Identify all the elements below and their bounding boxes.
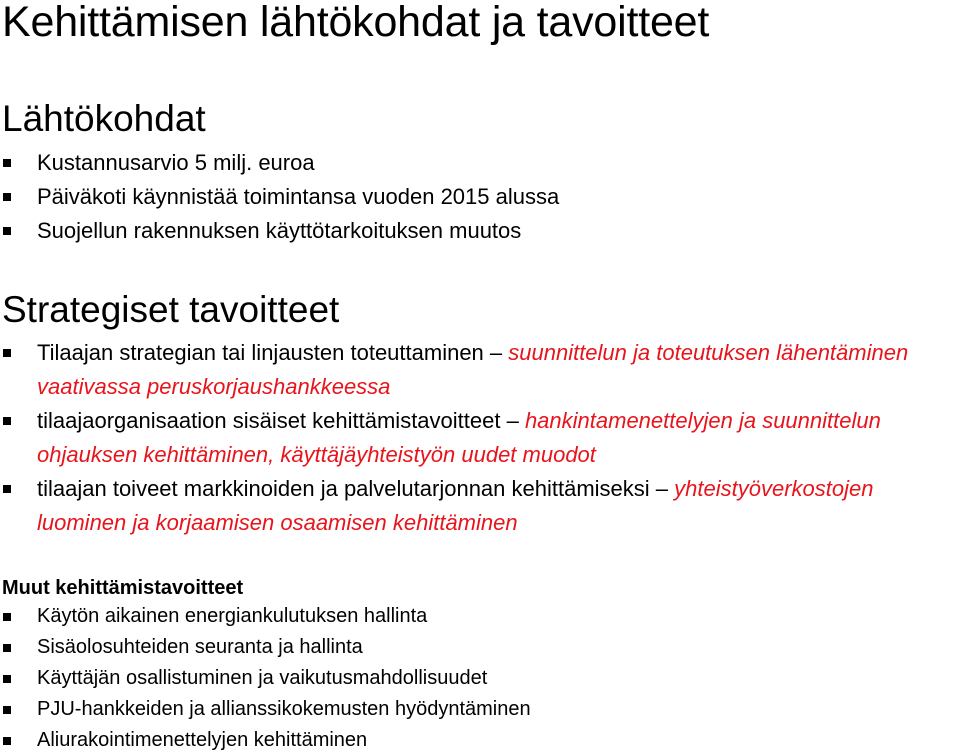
list-item: Käyttäjän osallistuminen ja vaikutusmahdollisuudet [0,663,531,694]
list-item: Tilaajan strategian tai linjausten toteuttaminen – suunnittelun ja toteutuksen lähentäminen vaativassa peruskorjaushankkeessa [0,336,959,404]
slide-title: Kehittämisen lähtökohdat ja tavoitteet [2,0,710,46]
square-bullet-icon [3,349,11,357]
square-bullet-icon [3,485,11,493]
square-bullet-icon [3,737,11,745]
starting-points-list [0,146,559,248]
strategic-goals-list [0,336,959,540]
list-item: tilaajaorganisaation sisäiset kehittämistavoitteet – hankintamenettelyjen ja suunnittelun ohjauksen kehittäminen, käyttäjäyhteistyön uudet muodot [0,404,959,472]
square-bullet-icon [3,193,11,201]
square-bullet-icon [3,613,11,621]
starting-points-heading: Lähtökohdat [2,98,206,139]
goal-emphasis: hankintamenettelyjen ja suunnittelun ohjauksen kehittäminen, käyttäjäyhteistyön uudet muodot [37,408,881,467]
square-bullet-icon [3,417,11,425]
square-bullet-icon [3,675,11,683]
list-item: PJU-hankkeiden ja allianssikokemusten hyödyntäminen [0,694,531,725]
goal-emphasis: suunnittelun ja toteutuksen lähentäminen vaativassa peruskorjaushankkeessa [37,340,909,399]
list-item: Käytön aikainen energiankulutuksen hallinta [0,601,531,632]
square-bullet-icon [3,227,11,235]
list-item: Suojellun rakennuksen käyttötarkoituksen muutos [0,214,559,248]
list-item: Aliurakointimenettelyjen kehittäminen [0,725,531,756]
list-item: Päiväkoti käynnistää toimintansa vuoden 2015 alussa [0,180,559,214]
other-goals-heading: Muut kehittämistavoitteet [2,577,244,599]
square-bullet-icon [3,706,11,714]
other-goals-list [0,601,531,756]
strategic-goals-heading: Strategiset tavoitteet [2,289,340,330]
list-item: tilaajan toiveet markkinoiden ja palvelutarjonnan kehittämiseksi – yhteistyöverkostojen luominen ja korjaamisen osaamisen kehittäminen [0,472,959,540]
square-bullet-icon [3,159,11,167]
list-item: Sisäolosuhteiden seuranta ja hallinta [0,632,531,663]
list-item: Kustannusarvio 5 milj. euroa [0,146,559,180]
square-bullet-icon [3,644,11,652]
goal-emphasis: yhteistyöverkostojen luominen ja korjaamisen osaamisen kehittäminen [37,476,874,535]
